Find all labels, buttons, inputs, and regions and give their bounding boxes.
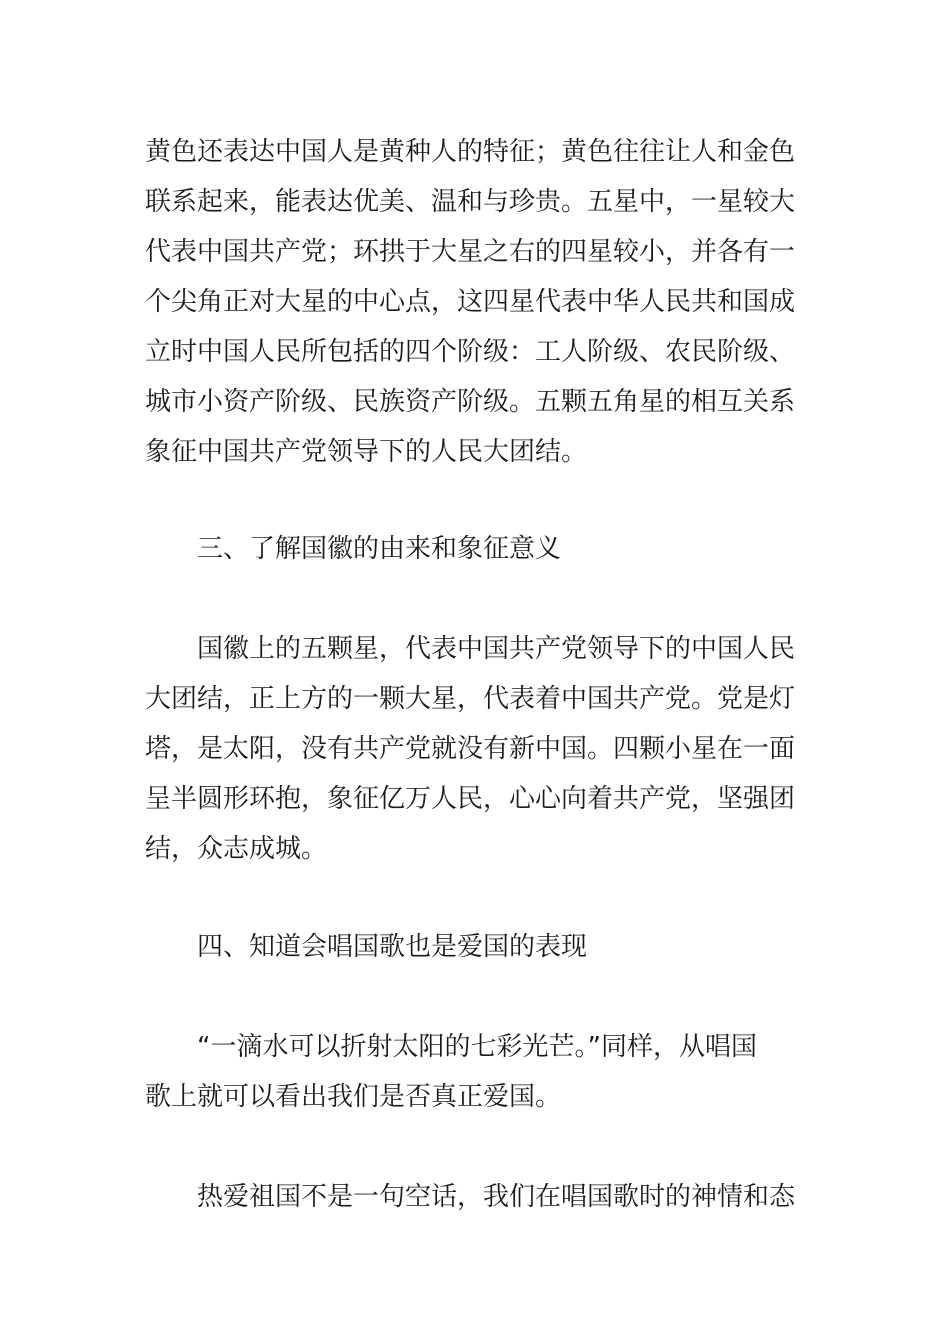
text-line: 国徽上的五颗星，代表中国共产党领导下的中国人民 (197, 634, 796, 664)
text-line: 歌上就可以看出我们是否真正爱国。 (145, 1082, 562, 1112)
text-line: 城市小资产阶级、民族资产阶级。五颗五角星的相互关系 (145, 387, 796, 417)
text-line: “一滴水可以折射太阳的七彩光芒。”同样，从唱国 (197, 1032, 757, 1062)
text-line: 个尖角正对大星的中心点，这四星代表中华人民共和国成 (145, 287, 796, 317)
paragraph-emblem-stars (145, 624, 807, 874)
text-line: 呈半圆形环抱，象征亿万人民，心心向着共产党，坚强团 (145, 784, 796, 814)
text-line: 热爱祖国不是一句空话，我们在唱国歌时的神情和态 (197, 1182, 796, 1212)
heading-text: 四、知道会唱国歌也是爱国的表现 (197, 932, 588, 962)
text-line: 塔，是太阳，没有共产党就没有新中国。四颗小星在一面 (145, 734, 796, 764)
text-line: 象征中国共产党领导下的人民大团结。 (145, 437, 588, 467)
text-line: 大团结，正上方的一颗大星，代表着中国共产党。党是灯 (145, 684, 796, 714)
paragraph-flag-symbolism (145, 127, 807, 477)
text-line: 结，众志成城。 (145, 834, 328, 864)
text-line: 联系起来，能表达优美、温和与珍贵。五星中，一星较大 (145, 187, 796, 217)
text-line: 代表中国共产党；环拱于大星之右的四星较小，并各有一 (145, 237, 796, 267)
text-line: 黄色还表达中国人是黄种人的特征；黄色往往让人和金色 (145, 137, 796, 167)
section-heading-national-emblem (145, 524, 807, 574)
section-heading-national-anthem (145, 922, 807, 972)
heading-text: 三、了解国徽的由来和象征意义 (197, 534, 562, 564)
paragraph-love-motherland (145, 1172, 807, 1222)
text-line: 立时中国人民所包括的四个阶级：工人阶级、农民阶级、 (145, 337, 796, 367)
paragraph-water-drop-quote (145, 1022, 807, 1122)
